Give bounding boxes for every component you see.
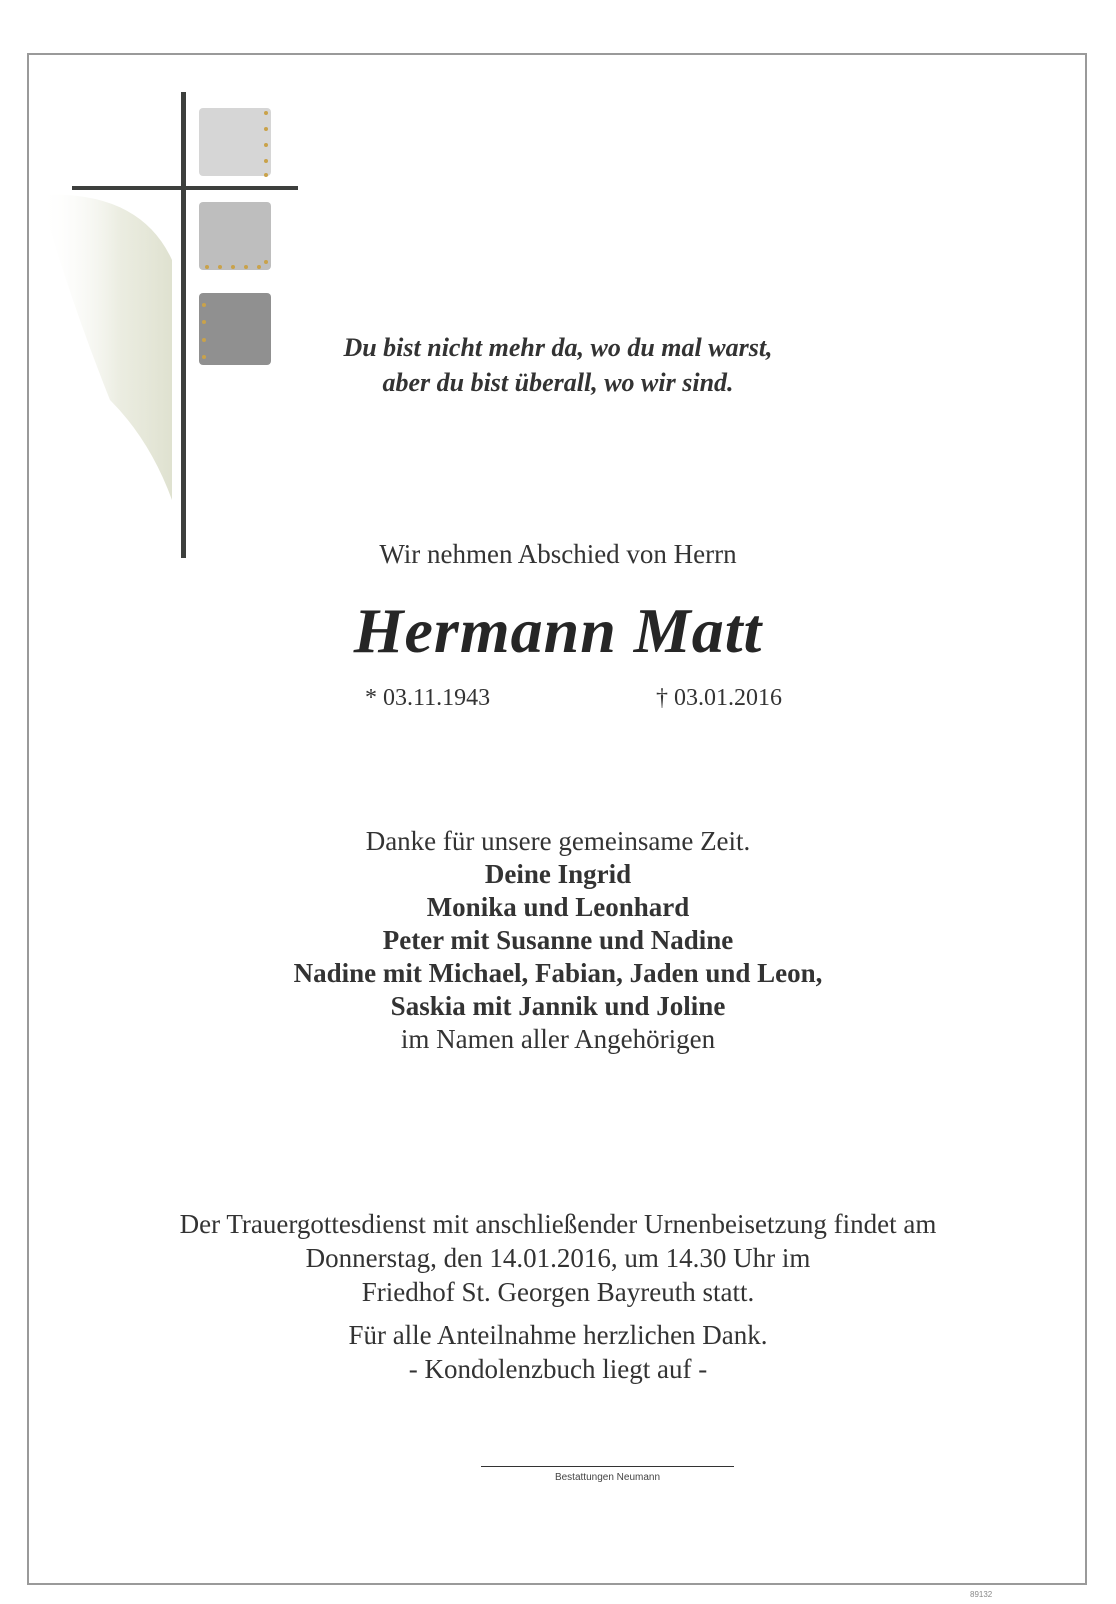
closing-thanks xyxy=(0,1318,1116,1386)
family-member: Nadine mit Michael, Fabian, Jaden und Leon, xyxy=(293,958,823,988)
farewell-text: Wir nehmen Abschied von Herrn xyxy=(379,539,737,569)
relatives-closing: im Namen aller Angehörigen xyxy=(400,1024,716,1054)
deceased-name: Hermann Matt xyxy=(353,595,763,666)
condolence-book-note: - Kondolenzbuch liegt auf - xyxy=(408,1354,708,1384)
sympathy-thanks: Für alle Anteilnahme herzlichen Dank. xyxy=(348,1320,768,1350)
cross-icon xyxy=(0,0,320,580)
quote-line-2: aber du bist überall, wo wir sind. xyxy=(382,368,734,397)
signature-line xyxy=(481,1466,734,1467)
service-line-2: Donnerstag, den 14.01.2016, um 14.30 Uhr im xyxy=(305,1243,811,1273)
family-member: Monika und Leonhard xyxy=(426,892,690,922)
family-member: Peter mit Susanne und Nadine xyxy=(382,925,734,955)
service-line-3: Friedhof St. Georgen Bayreuth statt. xyxy=(361,1277,755,1307)
footer-code: 89132 xyxy=(970,1590,993,1599)
quote-line-1: Du bist nicht mehr da, wo du mal warst, xyxy=(343,333,773,362)
family-member: Saskia mit Jannik und Joline xyxy=(390,991,726,1021)
funeral-service-info xyxy=(0,1207,1116,1309)
service-line-1: Der Trauergottesdienst mit anschließender Urnenbeisetzung findet am xyxy=(179,1209,937,1239)
death-date: † 03.01.2016 xyxy=(656,685,782,711)
undertaker-name: Bestattungen Neumann xyxy=(554,1472,661,1483)
memorial-quote xyxy=(0,330,1116,400)
birth-date: * 03.11.1943 xyxy=(365,685,491,711)
thanks-line: Danke für unsere gemeinsame Zeit. xyxy=(365,826,751,856)
thanks-block xyxy=(0,825,1116,1056)
family-member: Deine Ingrid xyxy=(484,859,632,889)
